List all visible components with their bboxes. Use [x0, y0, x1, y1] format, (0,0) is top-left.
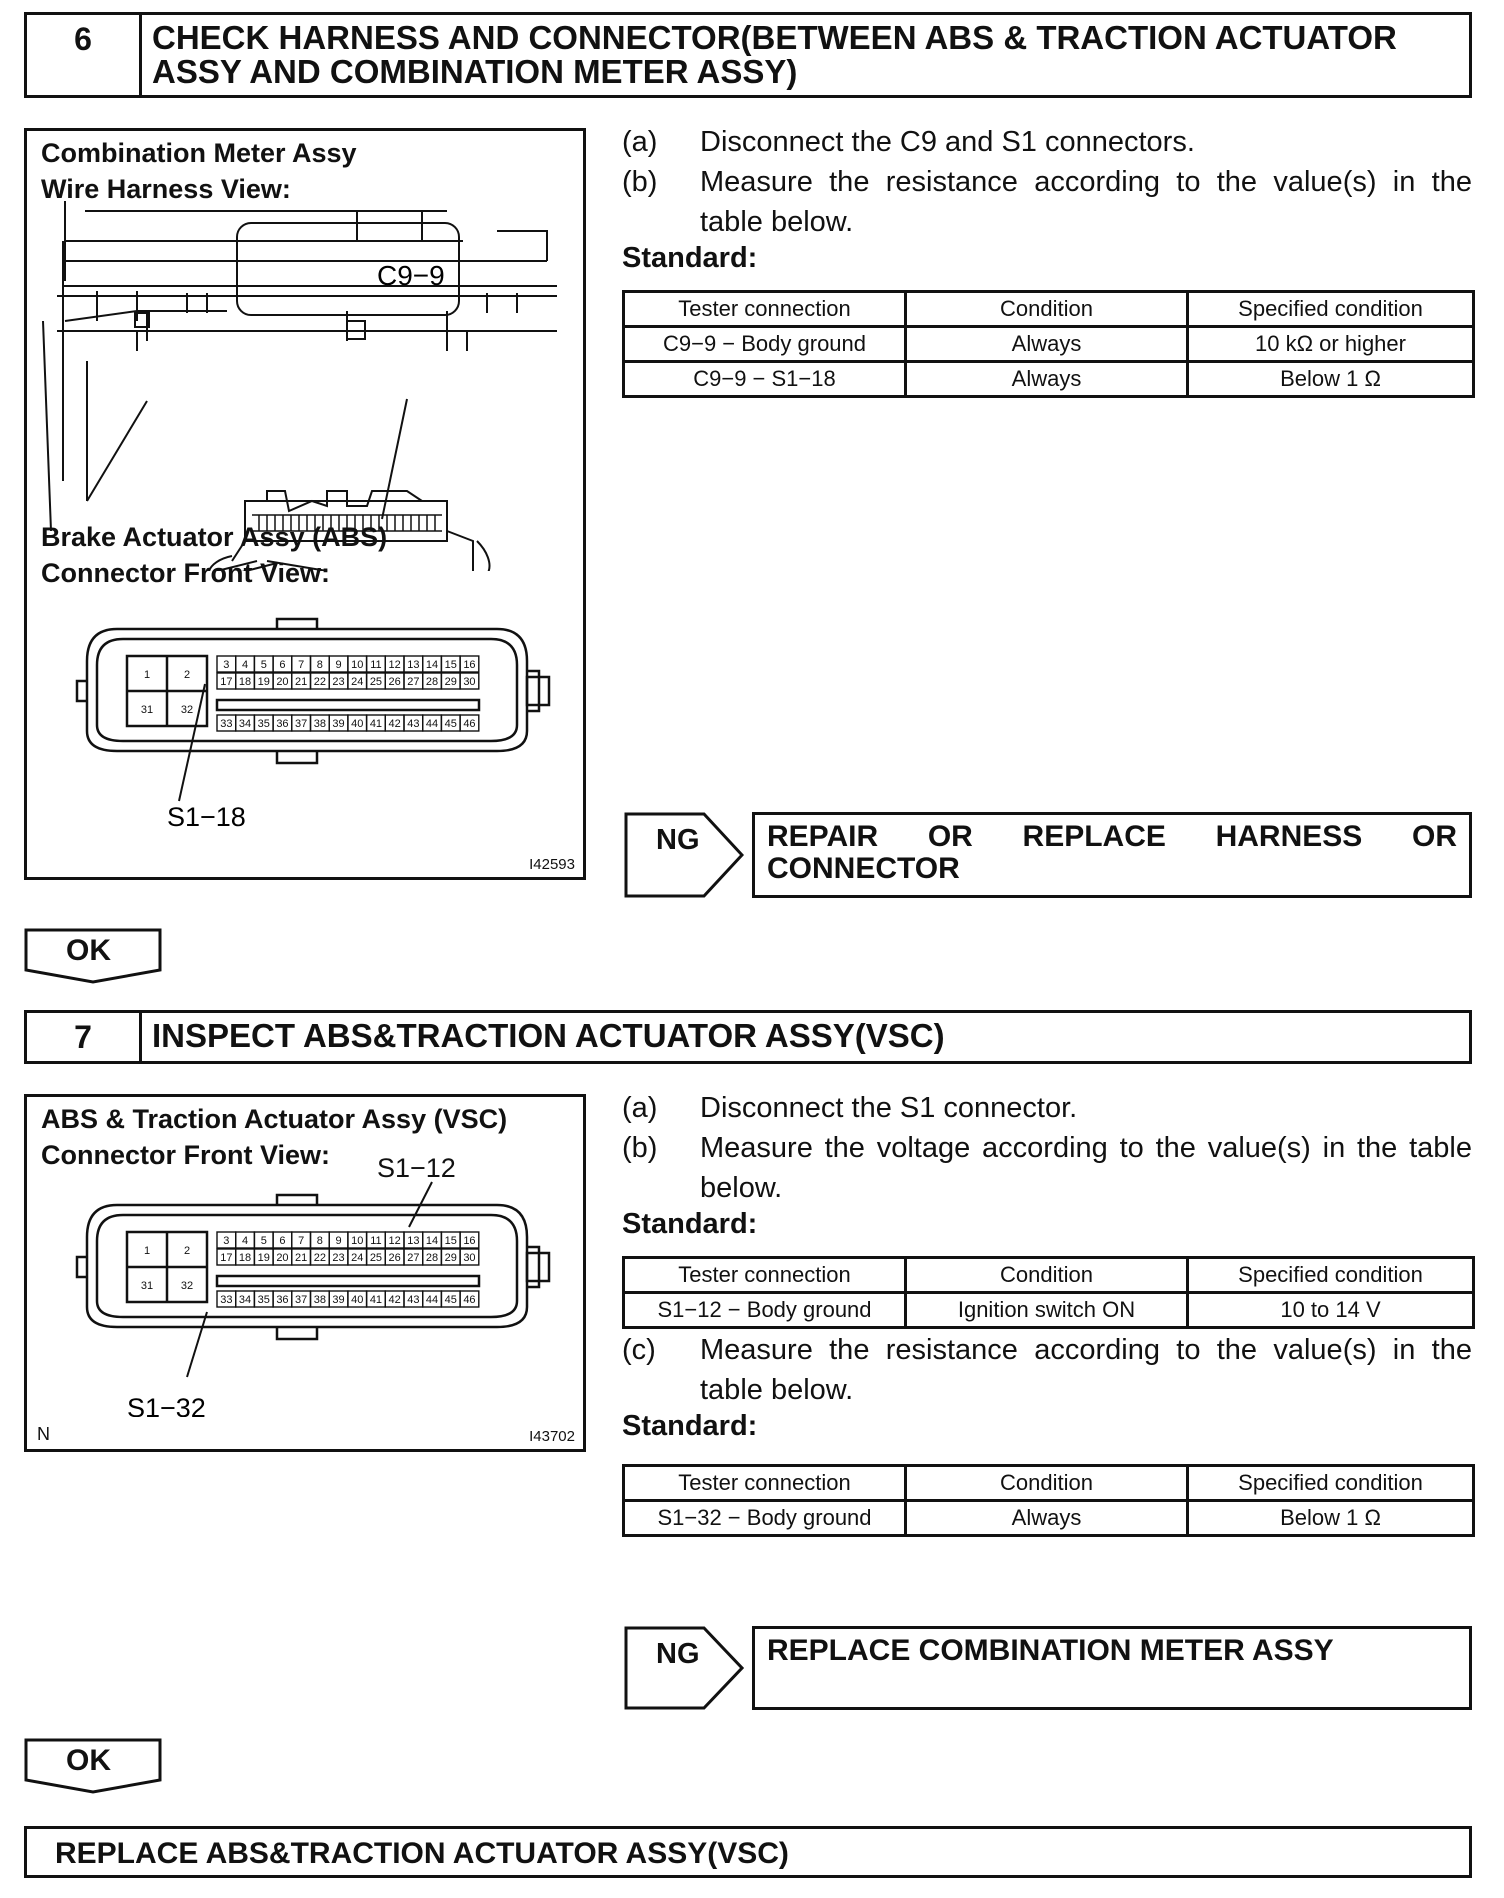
- step7-spec-table-voltage: [622, 1256, 1475, 1329]
- fig7-corner-mark: N: [37, 1424, 50, 1444]
- connector-pin-label: 38: [313, 1294, 326, 1306]
- step7-header: [24, 1010, 1472, 1064]
- connector-pin-label: 46: [463, 1294, 476, 1306]
- connector-pin-label: 26: [388, 1252, 401, 1264]
- connector-pin-label: 42: [388, 1294, 401, 1306]
- step6-figure: [24, 128, 586, 880]
- fig7-code: I43702: [529, 1428, 575, 1445]
- table-row: [624, 1293, 1474, 1328]
- connector-pin-label: 16: [463, 1235, 476, 1247]
- step7-standard-label-1: Standard:: [622, 1208, 758, 1240]
- connector-pin-label: 29: [444, 676, 457, 688]
- table-header-row: [624, 1258, 1474, 1293]
- fig6-label-meter: Combination Meter Assy: [41, 138, 357, 168]
- connector-pin-label: 1: [143, 1245, 151, 1257]
- step-text: Disconnect the S1 connector.: [700, 1092, 1078, 1124]
- step7-standard-label-2: Standard:: [622, 1410, 758, 1442]
- connector-pin-label: 9: [335, 1235, 342, 1247]
- fig7-pin-s1-32: S1−32: [127, 1393, 206, 1417]
- connector-pin-label: 16: [463, 659, 476, 671]
- table-header-cell: Condition: [906, 292, 1188, 327]
- connector-pin-label: 36: [276, 1294, 289, 1306]
- connector-pin-label: 28: [425, 676, 439, 688]
- connector-pin-label: 18: [238, 1252, 252, 1264]
- table-cell: Below 1 Ω: [1188, 362, 1474, 397]
- connector-pin-label: 44: [425, 1294, 439, 1306]
- final-action: [24, 1826, 1472, 1878]
- step7-ok-label: OK: [66, 1744, 111, 1777]
- step7-step-c: [622, 1330, 1472, 1410]
- connector-pin-label: 19: [257, 1252, 270, 1264]
- connector-pin-label: 25: [369, 1252, 383, 1264]
- step6-spec-table: [622, 290, 1475, 398]
- connector-pin-label: 10: [351, 1235, 364, 1247]
- step7-instructions-ab: [622, 1088, 1472, 1241]
- connector-pin-label: 26: [388, 676, 401, 688]
- connector-pin-label: 18: [238, 676, 252, 688]
- connector-pin-label: 44: [425, 718, 439, 730]
- fig6-label-harness-view: Wire Harness View:: [41, 174, 291, 204]
- table-header-cell: Condition: [906, 1466, 1188, 1501]
- table-cell: 10 to 14 V: [1188, 1293, 1474, 1328]
- connector-pin-label: 37: [295, 1294, 308, 1306]
- connector-pin-label: 9: [335, 659, 342, 671]
- table-row: [624, 1501, 1474, 1536]
- table-cell: Ignition switch ON: [906, 1293, 1188, 1328]
- connector-pin-label: 34: [238, 1294, 252, 1306]
- step-text: Measure the resistance according to the value(s) in the table below.: [700, 1334, 1472, 1406]
- connector-pin-label: 4: [241, 1235, 249, 1247]
- step7-number: 7: [27, 1013, 142, 1061]
- step6-number: 6: [27, 15, 142, 95]
- connector-pin-label: 24: [351, 676, 364, 688]
- abs-connector-front-view-7: [27, 1177, 583, 1417]
- fig6-pin-c9: C9−9: [377, 260, 445, 291]
- fig6-pin-s1-18: S1−18: [167, 802, 246, 832]
- final-action-text: REPLACE ABS&TRACTION ACTUATOR ASSY(VSC): [55, 1837, 789, 1870]
- connector-pin-label: 19: [257, 676, 270, 688]
- connector-pin-label: 20: [276, 676, 289, 688]
- table-cell: S1−12 − Body ground: [624, 1293, 906, 1328]
- step6-title: CHECK HARNESS AND CONNECTOR(BETWEEN ABS & TRACTION ACTUATOR ASSY AND COMBINATION METER ASSY): [152, 19, 1397, 90]
- connector-pin-label: 41: [369, 718, 383, 730]
- connector-pin-label: 34: [238, 718, 252, 730]
- connector-pin-label: 28: [425, 1252, 439, 1264]
- table-header-cell: Condition: [906, 1258, 1188, 1293]
- table-cell: Always: [906, 1501, 1188, 1536]
- connector-pin-label: 12: [388, 659, 401, 671]
- step7-spec-table-resistance: [622, 1464, 1475, 1537]
- step6-ok-label: OK: [66, 934, 111, 967]
- pin-callout-line: [179, 684, 205, 801]
- step6-ng-action: [752, 812, 1472, 898]
- connector-pin-label: 17: [220, 1252, 233, 1264]
- connector-pin-label: 42: [388, 718, 401, 730]
- table-header-cell: Tester connection: [624, 292, 906, 327]
- connector-pin-label: 6: [279, 659, 286, 671]
- connector-pin-label: 21: [295, 676, 308, 688]
- connector-pin-label: 32: [180, 704, 194, 716]
- connector-pin-label: 20: [276, 1252, 289, 1264]
- step6-ng-action-text: REPAIR OR REPLACE HARNESS OR CONNECTOR: [767, 820, 1457, 885]
- connector-pin-label: 27: [407, 1252, 420, 1264]
- connector-pin-label: 45: [444, 718, 457, 730]
- step7-ok-flow: [24, 1738, 164, 1794]
- step7-ng-action-text: REPLACE COMBINATION METER ASSY: [767, 1634, 1334, 1667]
- connector-pin-label: 11: [370, 1235, 382, 1247]
- step7-step-b: [622, 1128, 1472, 1208]
- fig7-pin-s1-12: S1−12: [377, 1153, 456, 1183]
- connector-pin-label: 13: [407, 659, 420, 671]
- table-header-row: [624, 292, 1474, 327]
- connector-pin-label: 21: [295, 1252, 308, 1264]
- connector-pin-label: 38: [313, 718, 326, 730]
- step7-title: INSPECT ABS&TRACTION ACTUATOR ASSY(VSC): [152, 1017, 945, 1054]
- step7-ng-action: [752, 1626, 1472, 1710]
- step-marker: (c): [622, 1334, 656, 1366]
- connector-pin-label: 13: [407, 1235, 420, 1247]
- connector-pin-label: 39: [332, 1294, 345, 1306]
- abs-connector-front-view-6: [27, 601, 583, 841]
- table-header-cell: Tester connection: [624, 1258, 906, 1293]
- table-cell: C9−9 − Body ground: [624, 327, 906, 362]
- connector-pin-label: 1: [143, 669, 151, 681]
- step6-ng-result: [624, 812, 744, 898]
- connector-pin-label: 45: [444, 1294, 457, 1306]
- step-marker: (a): [622, 126, 658, 158]
- connector-pin-label: 36: [276, 718, 289, 730]
- table-header-row: [624, 1466, 1474, 1501]
- fig7-label-front-view: Connector Front View:: [41, 1140, 331, 1170]
- connector-pin-label: 15: [444, 659, 457, 671]
- connector-pin-label: 22: [313, 676, 326, 688]
- fig6-label-brake-actuator: Brake Actuator Assy (ABS): [41, 522, 388, 552]
- step-text: Disconnect the C9 and S1 connectors.: [700, 126, 1195, 158]
- step6-standard-label: Standard:: [622, 242, 758, 274]
- table-row: [624, 327, 1474, 362]
- connector-pin-label: 40: [351, 718, 364, 730]
- table-cell: Always: [906, 362, 1188, 397]
- connector-pin-label: 11: [370, 659, 382, 671]
- combination-meter-harness-drawing: [27, 201, 583, 571]
- step7-instructions-c: [622, 1330, 1472, 1443]
- connector-pin-label: 15: [444, 1235, 457, 1247]
- table-cell: Below 1 Ω: [1188, 1501, 1474, 1536]
- table-header-cell: Specified condition: [1188, 1258, 1474, 1293]
- connector-pin-label: 35: [257, 718, 270, 730]
- connector-pin-label: 33: [220, 1294, 233, 1306]
- connector-pin-label: 43: [407, 718, 420, 730]
- connector-pin-label: 39: [332, 718, 345, 730]
- connector-pin-label: 31: [140, 1280, 154, 1292]
- connector-pin-label: 2: [183, 669, 191, 681]
- connector-outline: [77, 1195, 549, 1339]
- step7-figure: [24, 1094, 586, 1452]
- connector-pin-label: 23: [332, 1252, 345, 1264]
- fig6-label-front-view: Connector Front View:: [41, 558, 331, 588]
- step-marker: (a): [622, 1092, 658, 1124]
- connector-pin-label: 4: [241, 659, 249, 671]
- connector-pin-label: 12: [388, 1235, 401, 1247]
- connector-pin-label: 24: [351, 1252, 364, 1264]
- connector-pin-label: 3: [223, 659, 230, 671]
- step-text: Measure the resistance according to the value(s) in the table below.: [700, 166, 1472, 238]
- connector-pin-label: 2: [183, 1245, 191, 1257]
- table-row: [624, 362, 1474, 397]
- connector-pin-label: 5: [260, 659, 267, 671]
- table-cell: C9−9 − S1−18: [624, 362, 906, 397]
- connector-pin-label: 17: [220, 676, 233, 688]
- step6-ng-label: NG: [656, 824, 700, 856]
- connector-pin-label: 6: [279, 1235, 286, 1247]
- step-marker: (b): [622, 1132, 658, 1164]
- connector-pin-label: 10: [351, 659, 364, 671]
- step6-step-b: [622, 162, 1472, 242]
- connector-pin-label: 8: [316, 659, 323, 671]
- fig6-code: I42593: [529, 856, 575, 873]
- connector-pin-label: 41: [369, 1294, 383, 1306]
- pin-callout-line: [187, 1312, 207, 1377]
- connector-pin-label: 8: [316, 1235, 323, 1247]
- step-text: Measure the voltage according to the value(s) in the table below.: [700, 1132, 1472, 1204]
- connector-pin-label: 37: [295, 718, 308, 730]
- connector-pin-label: 3: [223, 1235, 230, 1247]
- step-marker: (b): [622, 166, 658, 198]
- connector-pin-label: 7: [298, 659, 305, 671]
- step6-ok-flow: [24, 928, 164, 984]
- connector-pin-label: 31: [140, 704, 154, 716]
- connector-pin-label: 14: [425, 659, 439, 671]
- connector-pin-label: 22: [313, 1252, 326, 1264]
- table-header-cell: Specified condition: [1188, 1466, 1474, 1501]
- connector-outline: [77, 619, 549, 763]
- connector-pin-label: 35: [257, 1294, 270, 1306]
- connector-pin-label: 43: [407, 1294, 420, 1306]
- table-cell: S1−32 − Body ground: [624, 1501, 906, 1536]
- connector-pin-label: 5: [260, 1235, 267, 1247]
- step6-instructions: [622, 122, 1472, 275]
- table-header-cell: Specified condition: [1188, 292, 1474, 327]
- connector-pin-label: 32: [180, 1280, 194, 1292]
- connector-pin-label: 33: [220, 718, 233, 730]
- connector-pin-label: 14: [425, 1235, 439, 1247]
- connector-pin-label: 46: [463, 718, 476, 730]
- connector-pin-label: 27: [407, 676, 420, 688]
- step6-step-a: [622, 122, 1472, 162]
- fig7-label-actuator: ABS & Traction Actuator Assy (VSC): [41, 1104, 508, 1134]
- connector-pin-label: 23: [332, 676, 345, 688]
- table-cell: Always: [906, 327, 1188, 362]
- step6-header: [24, 12, 1472, 98]
- table-header-cell: Tester connection: [624, 1466, 906, 1501]
- table-cell: 10 kΩ or higher: [1188, 327, 1474, 362]
- connector-pin-label: 40: [351, 1294, 364, 1306]
- connector-pin-label: 30: [463, 676, 476, 688]
- connector-pin-label: 30: [463, 1252, 476, 1264]
- step7-ng-label: NG: [656, 1638, 700, 1670]
- connector-pin-label: 25: [369, 676, 383, 688]
- connector-pin-label: 7: [298, 1235, 305, 1247]
- step7-ng-result: [624, 1626, 744, 1710]
- connector-pin-label: 29: [444, 1252, 457, 1264]
- step7-step-a: [622, 1088, 1472, 1128]
